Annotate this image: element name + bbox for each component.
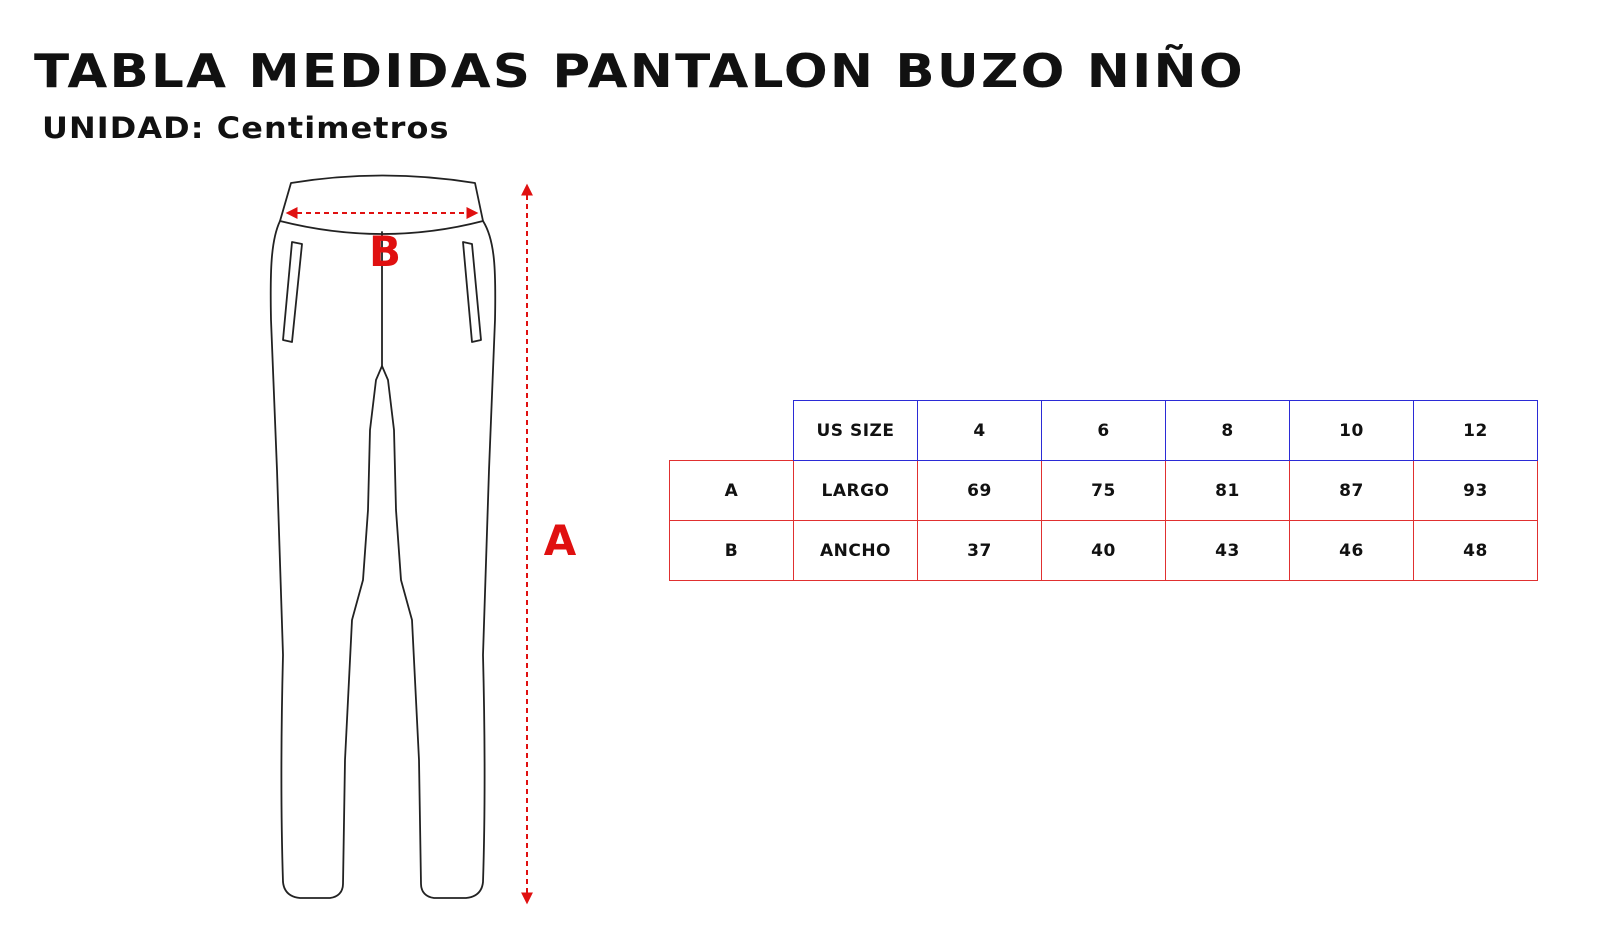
table-header-row [670, 401, 1538, 461]
page-title: TABLA MEDIDAS PANTALON BUZO NIÑO [34, 44, 1245, 98]
table-cell: 37 [918, 521, 1042, 581]
table-cell: 40 [1042, 521, 1166, 581]
table-cell: 81 [1166, 461, 1290, 521]
width-label: B [368, 227, 402, 276]
unit-value: Centimetros [216, 111, 450, 145]
size-table [669, 400, 1538, 581]
table-cell: 93 [1414, 461, 1538, 521]
header-label: US SIZE [794, 401, 918, 461]
row-code: B [670, 521, 794, 581]
table-cell: 46 [1290, 521, 1414, 581]
waistband [280, 176, 483, 235]
table-row [670, 461, 1538, 521]
row-name: ANCHO [794, 521, 918, 581]
right-pocket [463, 242, 481, 342]
size-header: 6 [1042, 401, 1166, 461]
table-cell: 75 [1042, 461, 1166, 521]
length-label: A [543, 516, 577, 565]
pants-outline [271, 176, 496, 899]
row-name: LARGO [794, 461, 918, 521]
unit-label: UNIDAD: [42, 111, 205, 145]
size-header: 4 [918, 401, 1042, 461]
table-row [670, 521, 1538, 581]
table-cell: 87 [1290, 461, 1414, 521]
table-cell: 48 [1414, 521, 1538, 581]
empty-corner-cell [670, 401, 794, 461]
left-pocket [283, 242, 302, 342]
size-header: 8 [1166, 401, 1290, 461]
table-cell: 69 [918, 461, 1042, 521]
pants-body [271, 221, 496, 898]
table-cell: 43 [1166, 521, 1290, 581]
size-header: 12 [1414, 401, 1538, 461]
row-code: A [670, 461, 794, 521]
size-header: 10 [1290, 401, 1414, 461]
